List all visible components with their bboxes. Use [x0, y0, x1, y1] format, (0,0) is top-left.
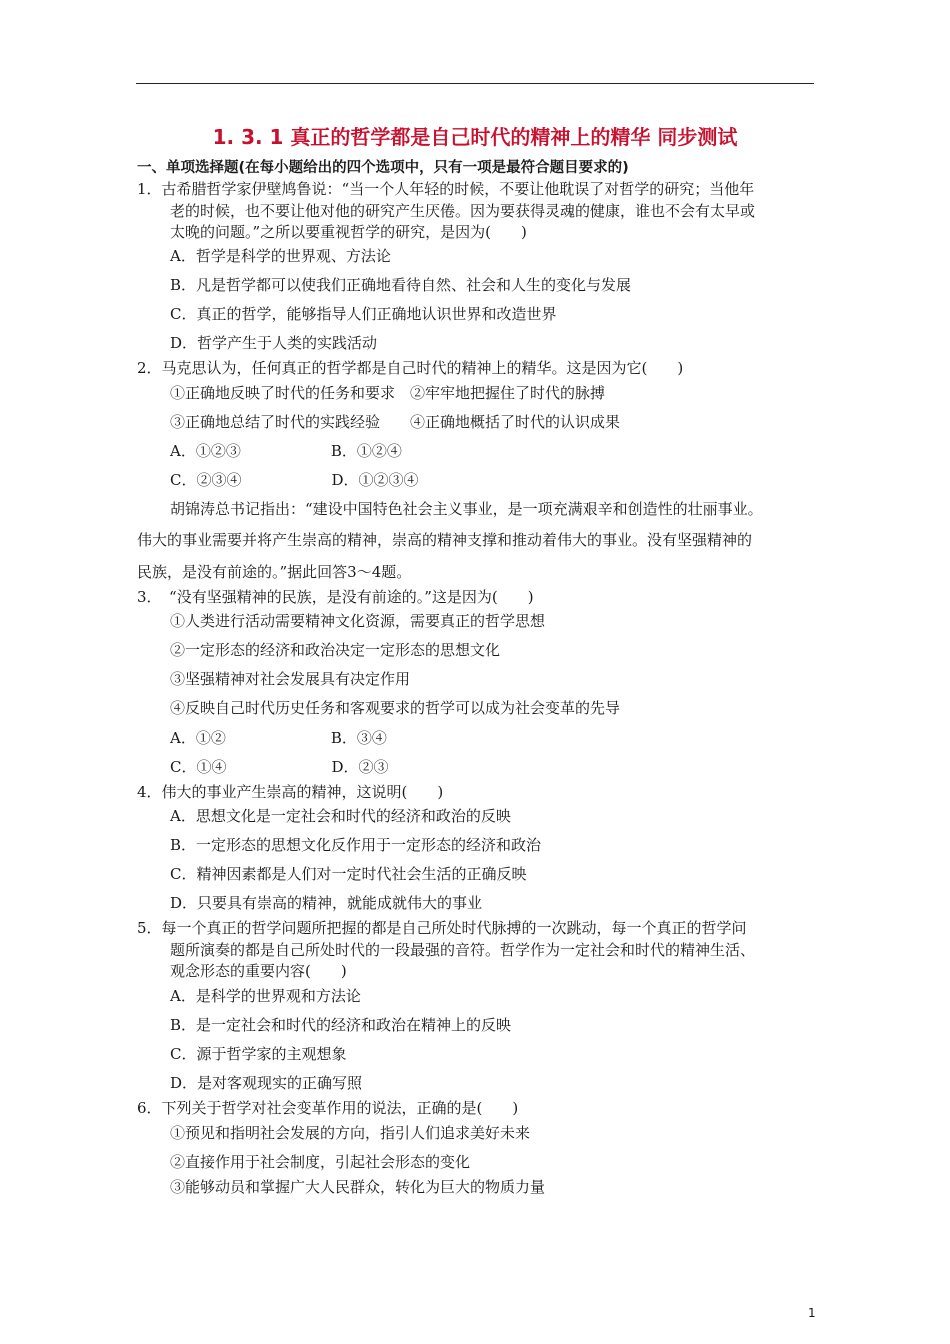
document-title: 1. 3. 1 真正的哲学都是自己时代的精神上的精华 同步测试	[212, 125, 738, 149]
statement-line: ②直接作用于社会制度，引起社会形态的变化	[170, 1153, 471, 1171]
statement-line: ①正确地反映了时代的任务和要求 ②牢牢地把握住了时代的脉搏	[170, 384, 606, 402]
option-line: A．是科学的世界观和方法论	[170, 987, 361, 1005]
option-line: C．①④ D．②③	[170, 758, 389, 776]
question-1-stem: 1．古希腊哲学家伊壁鸠鲁说：“当一个人年轻的时候，不要让他耽误了对哲学的研究；当他年	[137, 180, 755, 198]
page-number: 1	[808, 1306, 816, 1320]
option-line: A．思想文化是一定社会和时代的经济和政治的反映	[170, 807, 511, 825]
question-2-stem: 2．马克思认为，任何真正的哲学都是自己时代的精神上的精华。这是因为它( )	[137, 359, 684, 377]
statement-line: ③坚强精神对社会发展具有决定作用	[170, 670, 411, 688]
option-line: B．是一定社会和时代的经济和政治在精神上的反映	[170, 1016, 512, 1034]
question-1-stem-cont: 太晚的问题。”之所以要重视哲学的研究，是因为( )	[170, 223, 527, 241]
option-line: C．真正的哲学，能够指导人们正确地认识世界和改造世界	[170, 305, 557, 323]
question-1-stem-cont: 老的时候，也不要让他对他的研究产生厌倦。因为要获得灵魂的健康，谁也不会有太早或	[170, 202, 756, 220]
option-line: D．是对客观现实的正确写照	[170, 1074, 363, 1092]
question-5-stem: 5．每一个真正的哲学问题所把握的都是自己所处时代脉搏的一次跳动，每一个真正的哲学问	[137, 919, 747, 937]
option-line: B．凡是哲学都可以使我们正确地看待自然、社会和人生的变化与发展	[170, 276, 632, 294]
passage-line: 胡锦涛总书记指出：“建设中国特色社会主义事业，是一项充满艰辛和创造性的壮丽事业。	[170, 500, 763, 518]
option-line: C．②③④ D．①②③④	[170, 471, 419, 489]
statement-line: ①预见和指明社会发展的方向，指引人们追求美好未来	[170, 1124, 531, 1142]
option-line: C．源于哲学家的主观想象	[170, 1045, 347, 1063]
option-line: A．①②③ B．①②④	[170, 442, 402, 460]
passage-line: 伟大的事业需要并将产生崇高的精神，崇高的精神支撑和推动着伟大的事业。没有坚强精神的	[137, 531, 753, 549]
section-heading: 一、单项选择题(在每小题给出的四个选项中，只有一项是最符合题目要求的)	[137, 160, 629, 176]
option-line: D．哲学产生于人类的实践活动	[170, 334, 378, 352]
option-line: C．精神因素都是人们对一定时代社会生活的正确反映	[170, 865, 527, 883]
question-3-stem: 3． “没有坚强精神的民族，是没有前途的。”这是因为( )	[137, 588, 534, 606]
option-line: A．哲学是科学的世界观、方法论	[170, 247, 391, 265]
passage-line: 民族，是没有前途的。”据此回答3～4题。	[137, 563, 412, 581]
statement-line: ④反映自己时代历史任务和客观要求的哲学可以成为社会变革的先导	[170, 699, 621, 717]
statement-line: ③能够动员和掌握广大人民群众，转化为巨大的物质力量	[170, 1178, 546, 1196]
option-line: A．①② B．③④	[170, 729, 387, 747]
option-line: D．只要具有崇高的精神，就能成就伟大的事业	[170, 894, 483, 912]
question-6-stem: 6．下列关于哲学对社会变革作用的说法，正确的是( )	[137, 1099, 519, 1117]
statement-line: ③正确地总结了时代的实践经验 ④正确地概括了时代的认识成果	[170, 413, 621, 431]
statement-line: ①人类进行活动需要精神文化资源，需要真正的哲学思想	[170, 612, 546, 630]
question-5-stem-cont: 题所演奏的都是自己所处时代的一段最强的音符。哲学作为一定社会和时代的精神生活、	[170, 941, 756, 959]
question-4-stem: 4．伟大的事业产生崇高的精神，这说明( )	[137, 783, 444, 801]
option-line: B．一定形态的思想文化反作用于一定形态的经济和政治	[170, 836, 542, 854]
statement-line: ②一定形态的经济和政治决定一定形态的思想文化	[170, 641, 501, 659]
question-5-stem-cont: 观念形态的重要内容( )	[170, 962, 347, 980]
header-rule	[136, 83, 814, 84]
